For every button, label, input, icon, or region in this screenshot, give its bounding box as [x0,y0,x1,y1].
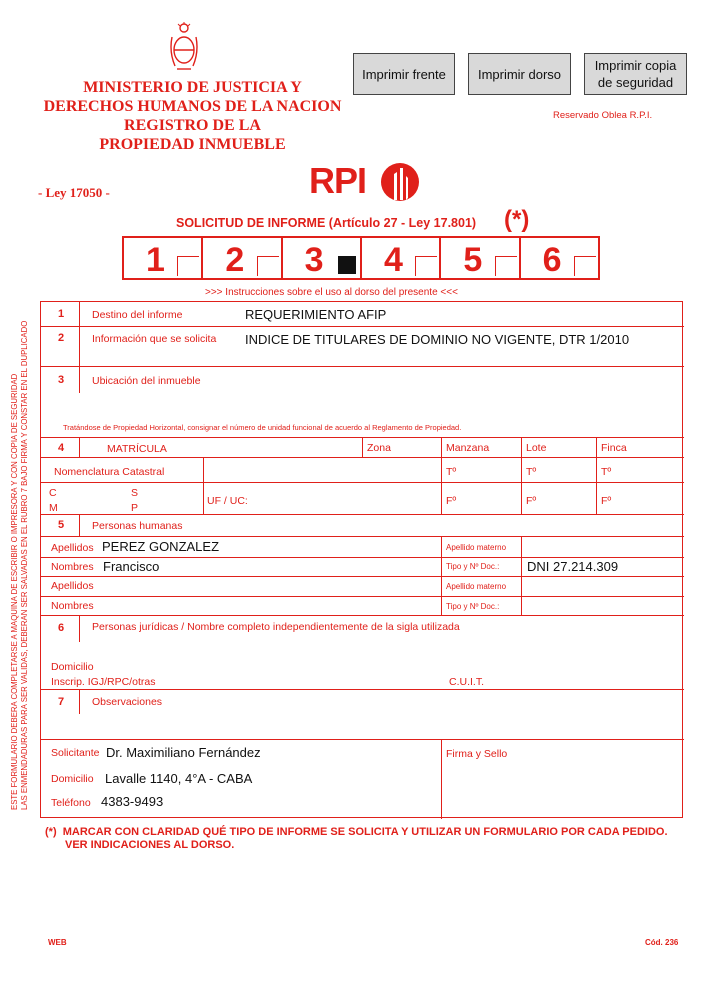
ministry-line: DERECHOS HUMANOS DE LA NACION [43,98,342,115]
report-type-number: 1 [146,241,165,279]
print-security-copy-label: Imprimir copia [594,58,677,73]
manzana-c-label: M [49,502,58,514]
ministry-header [20,78,365,154]
apellidos-label: Apellidos [51,542,94,554]
folio-label: Fº [526,495,537,507]
coat-of-arms-emblem [169,22,199,74]
firma-sello-label: Firma y Sello [446,748,508,760]
rpi-logo: RPI [309,160,367,201]
tomo-label: Tº [446,466,457,478]
section-number: 2 [58,332,65,344]
circ-label: C [49,487,57,499]
side-notice [10,310,30,810]
report-type-number: 3 [304,241,324,279]
report-type-checkbox-checked[interactable] [338,256,356,274]
reservado-label: Reservado Oblea R.P.I. [553,110,653,121]
telefono-label: Teléfono [51,797,91,809]
report-type-option[interactable] [362,238,441,278]
tipo-doc-label: Tipo y Nº Doc.: [446,602,500,611]
report-type-selector [122,236,600,280]
apellido-materno-label: Apellido materno [446,543,507,552]
footer-line [45,826,668,839]
domicilio-solicitante-label: Domicilio [51,773,94,785]
request-form [40,301,683,818]
telefono-field[interactable]: 4383-9493 [101,794,164,809]
personas-juridicas-label: Personas jurídicas / Nombre completo independientemente de la sigla utilizada [92,621,460,633]
report-type-number: 2 [225,241,245,279]
personas-humanas-label: Personas humanas [92,520,183,532]
footer-line-2: VER INDICACIONES AL DORSO. [65,839,235,851]
report-type-checkbox[interactable] [415,256,437,276]
lote-label: Lote [526,442,547,454]
seccion-label: S [131,487,139,499]
zona-label: Zona [367,442,391,454]
nombres-label: Nombres [51,600,94,612]
report-type-number: 6 [542,241,562,279]
nombres-field[interactable]: Francisco [103,559,160,574]
section-number: 4 [58,442,65,454]
destino-field[interactable]: REQUERIMIENTO AFIP [245,307,387,322]
parcela-label: P [131,502,139,514]
uf-uc-label: UF / UC: [207,495,248,507]
report-type-option[interactable] [441,238,520,278]
web-label: WEB [48,938,67,947]
form-code-label: Cód. 236 [645,938,679,947]
footer-line-1: MARCAR CON CLARIDAD QUÉ TIPO DE INFORME SE SOLICITA Y UTILIZAR UN FORMULARIO POR CADA PEDIDO. [62,826,668,838]
observaciones-label: Observaciones [92,696,163,708]
title-asterisk: (*) [504,206,530,233]
domicilio-juridica-label: Domicilio [51,661,94,673]
side-notice-line: LAS ENMENDADURAS PARA SER VALIDAS, DEBERAN SER SALVADAS EN EL RUBRO 7 BAJO FIRMA Y CONSTAR EN EL DUPLICADO [20,320,29,810]
print-security-copy-label: de seguridad [597,75,674,90]
ley-label: - Ley 17050 - [38,185,110,200]
print-front-button[interactable]: Imprimir frente [353,53,455,95]
apellidos-label: Apellidos [51,580,94,592]
report-type-checkbox[interactable] [257,256,279,276]
inscripcion-label: Inscrip. IGJ/RPC/otras [51,676,156,688]
ministry-line: PROPIEDAD INMUEBLE [99,136,286,153]
matricula-label: MATRÍCULA [107,443,167,455]
report-type-option[interactable] [283,238,362,278]
solicitante-label: Solicitante [51,747,100,759]
ministry-line: REGISTRO DE LA [124,117,261,134]
report-type-checkbox[interactable] [177,256,199,276]
report-type-option[interactable] [521,238,598,278]
section-number: 3 [58,374,65,386]
rpi-logo-mark-icon [380,162,420,202]
report-type-number: 4 [383,241,403,279]
section-number: 5 [58,519,65,531]
domicilio-solicitante-field[interactable]: Lavalle 1140, 4°A - CABA [105,771,253,786]
manzana-label: Manzana [446,442,490,454]
instructions-note: >>> Instrucciones sobre el uso al dorso del presente <<< [205,287,458,298]
print-security-copy-button[interactable] [584,53,687,95]
cuit-label: C.U.I.T. [449,676,485,688]
tomo-label: Tº [526,466,537,478]
apellidos-field[interactable]: PEREZ GONZALEZ [102,539,220,554]
tipo-doc-label: Tipo y Nº Doc.: [446,562,500,571]
ministry-line: MINISTERIO DE JUSTICIA Y [83,79,302,96]
destino-label: Destino del informe [92,309,183,321]
report-type-option[interactable] [203,238,282,278]
folio-label: Fº [601,495,612,507]
propiedad-horizontal-note: Tratándose de Propiedad Horizontal, consignar el número de unidad funcional de acuerdo al Reglamento de Propiedad. [63,423,462,432]
folio-label: Fº [446,495,457,507]
solicitud-title: SOLICITUD DE INFORME (Artículo 27 - Ley 17.801) [176,216,477,230]
print-back-button[interactable]: Imprimir dorso [468,53,571,95]
section-number: 7 [58,696,65,708]
report-type-number: 5 [463,241,483,279]
finca-label: Finca [601,442,627,454]
report-type-checkbox[interactable] [574,256,596,276]
report-type-option[interactable] [124,238,203,278]
apellido-materno-label: Apellido materno [446,582,507,591]
side-notice-line: ESTE FORMULARIO DEBERA COMPLETARSE A MAQUINA DE ESCRIBIR O IMPRESORA Y CON COPIA DE SEGURIDAD [10,373,19,810]
footer-note [45,826,668,852]
section-number: 6 [58,622,65,634]
section-number: 1 [58,308,65,320]
report-type-checkbox[interactable] [495,256,517,276]
nombres-label: Nombres [51,561,94,573]
documento-field[interactable]: DNI 27.214.309 [527,559,619,574]
informacion-label: Información que se solicita [92,333,217,345]
tomo-label: Tº [601,466,612,478]
ubicacion-label: Ubicación del inmueble [92,375,201,387]
nomenclatura-label: Nomenclatura Catastral [54,466,165,478]
informacion-field[interactable]: INDICE DE TITULARES DE DOMINIO NO VIGENTE, DTR 1/2010 [245,332,630,347]
footer-asterisk: (*) [45,826,57,838]
solicitante-field[interactable]: Dr. Maximiliano Fernández [106,745,261,760]
